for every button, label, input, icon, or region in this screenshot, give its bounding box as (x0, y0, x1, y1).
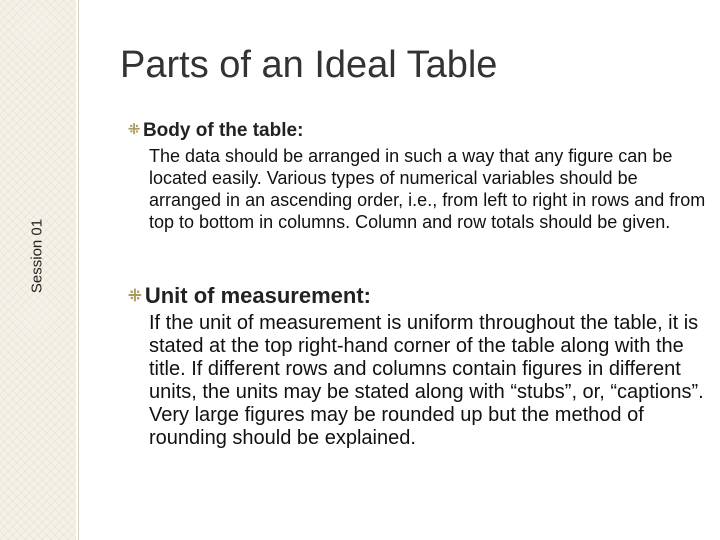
bullet-heading-rest: of the table: (190, 120, 304, 141)
sidebar-divider (78, 0, 79, 540)
bullet-marker-icon: ⁜ (128, 122, 140, 138)
bullet-body-text: If the unit of measurement is uniform throughout the table, it is stated at the top right-hand corner of the table along with the title. If different rows and columns contain figures in different units, the units may be stated along with “stubs”, or, “captions”. Very large figures may be rounded up but the method of rounding should be explained. (149, 312, 704, 449)
bullet-heading-body (128, 120, 303, 142)
slide-title: Parts of an Ideal Table (120, 44, 498, 86)
bullet-heading-rest: of measurement: (187, 283, 371, 308)
bullet-heading-unit (128, 283, 371, 309)
session-label: Session 01 (28, 218, 46, 294)
bullet-marker-icon: ⁜ (128, 287, 142, 305)
bullet-heading-first: Unit (144, 283, 188, 308)
bullet-heading-first: Body (142, 120, 191, 141)
bullet-body-text: The data should be arranged in such a way that any figure can be located easily. Various types of numerical variables should be arranged in an ascending order, i.e., from left to right in rows and from top to bottom in columns. Column and row totals should be given. (149, 146, 706, 232)
